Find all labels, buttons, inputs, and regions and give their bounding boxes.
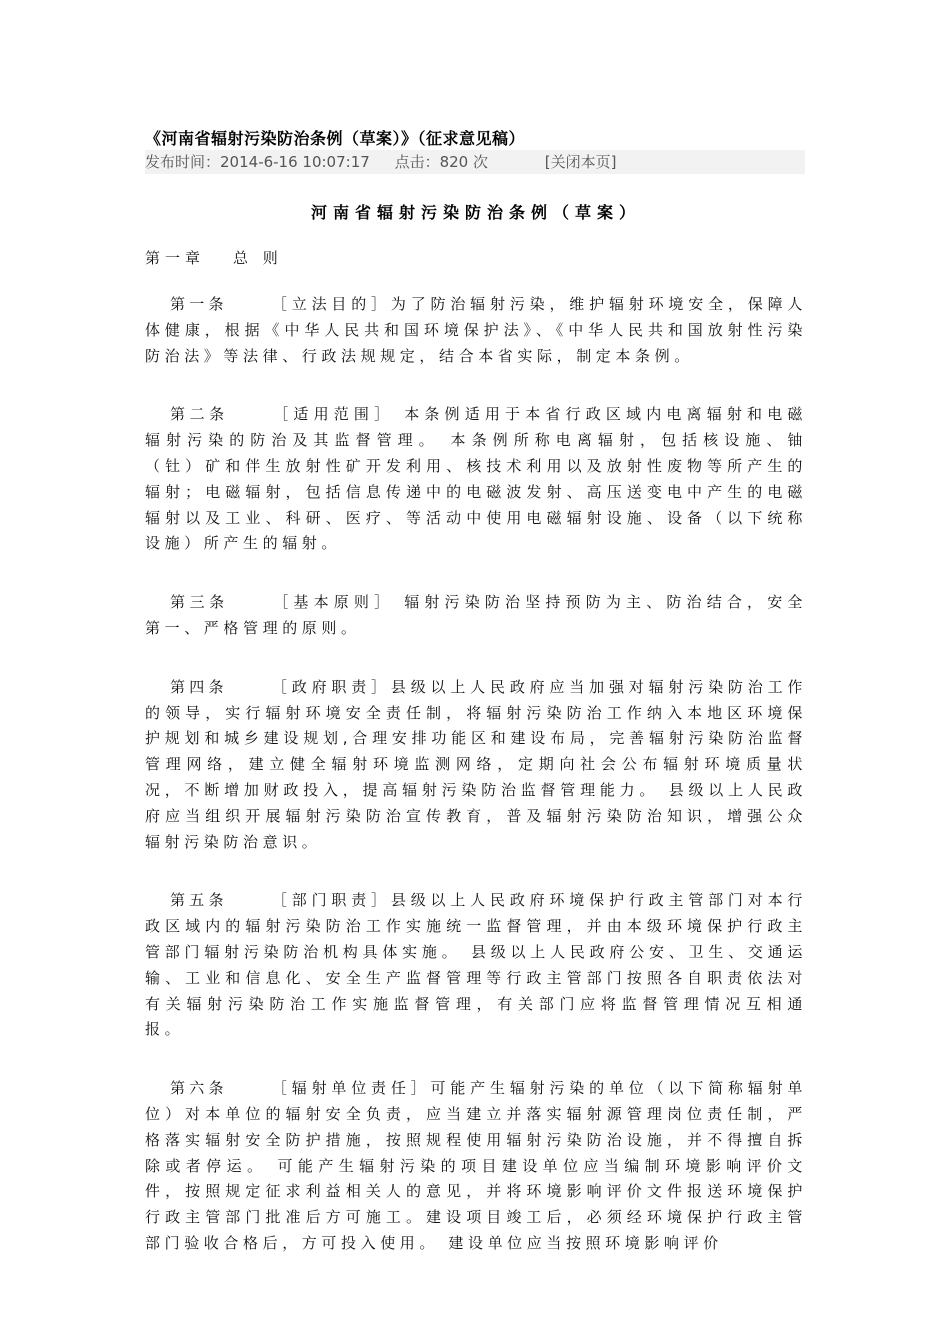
publish-label: 发布时间： [145, 153, 221, 171]
article-number: 第六条 [170, 1079, 228, 1098]
article-text: ［适用范围］ 本条例适用于本省行政区域内电离辐射和电磁辐射污染的防治及其监督管理。 本条例所称电离辐射，包括核设施、铀（钍）矿和伴生放射性矿开发利用、核技术利用以及放射性废物等所产生的辐射；电磁辐射，包括信息传递中的电磁波发射、高压送变电中产生的电磁辐射以及工业、科研、医疗、等活动中使用电磁辐射设施、设备（以下统称设施）所产生的辐射。 [145, 405, 807, 553]
article-text: ［立法目的］为了防治辐射污染，维护辐射环境安全，保障人体健康，根据《中华人民共和国环境保护法》、《中华人民共和国放射性污染防治法》等法律、行政法规规定，结合本省实际，制定本条例。 [145, 295, 807, 365]
chapter-name: 总 则 [233, 249, 283, 267]
article-2 [145, 402, 807, 557]
article-number: 第二条 [170, 405, 229, 424]
article-text: ［基本原则］ 辐射污染防治坚持预防为主、防治结合，安全第一、严格管理的原则。 [145, 593, 807, 637]
regulation-heading: 河南省辐射污染防治条例（草案） [310, 203, 641, 222]
clicks-label: 点击： [394, 153, 440, 171]
article-number: 第一条 [170, 295, 228, 313]
meta-bar [145, 150, 805, 174]
article-3 [145, 590, 807, 642]
chapter-heading [145, 247, 283, 268]
article-6 [145, 1076, 807, 1257]
article-number: 第四条 [170, 677, 228, 696]
article-number: 第五条 [170, 891, 228, 910]
publish-time: 2014-6-16 10:07:17 [220, 153, 370, 171]
document-title: 《河南省辐射污染防治条例（草案）》（征求意见稿） [145, 129, 526, 148]
article-text: ［部门职责］县级以上人民政府环境保护行政主管部门对本行政区域内的辐射污染防治工作实施统一监督管理，并由本级环境保护行政主管部门辐射污染防治机构具体实施。 县级以上人民政府公安、卫生、交通运输、工业和信息化、安全生产监督管理等行政主管部门按照各自职责依法对有关辐射污染防治工作实施监督管理，有关部门应将监督管理情况互相通报。 [145, 891, 807, 1039]
close-page-link[interactable]: [关闭本页] [544, 153, 617, 171]
article-text: ［政府职责］县级以上人民政府应当加强对辐射污染防治工作的领导，实行辐射环境安全责任制，将辐射污染防治工作纳入本地区环境保护规划和城乡建设规划,合理安排功能区和建设布局，完善辐射污染防治监督管理网络，建立健全辐射环境监测网络，定期向社会公布辐射环境质量状况，不断增加财政投入，提高辐射污染防治监督管理能力。 县级以上人民政府应当组织开展辐射污染防治宣传教育，普及辐射污染防治知识，增强公众辐射污染防治意识。 [145, 677, 807, 851]
article-5 [145, 888, 807, 1043]
article-number: 第三条 [170, 593, 229, 612]
article-4 [145, 675, 807, 856]
article-text: ［辐射单位责任］可能产生辐射污染的单位（以下简称辐射单位）对本单位的辐射安全负责，应当建立并落实辐射源管理岗位责任制，严格落实辐射安全防护措施，按照规程使用辐射污染防治设施，并不得擅自拆除或者停运。 可能产生辐射污染的项目建设单位应当编制环境影响评价文件，按照规定征求利益相关人的意见，并将环境影响评价文件报送环境保护行政主管部门批准后方可施工。建设项目竣工后，必须经环境保护行政主管部门验收合格后，方可投入使用。 建设单位应当按照环境影响评价 [145, 1079, 807, 1252]
clicks-value: 820 次 [439, 153, 488, 171]
articles-list [145, 292, 807, 1290]
article-1 [145, 292, 807, 369]
chapter-number: 第一章 [145, 249, 206, 267]
